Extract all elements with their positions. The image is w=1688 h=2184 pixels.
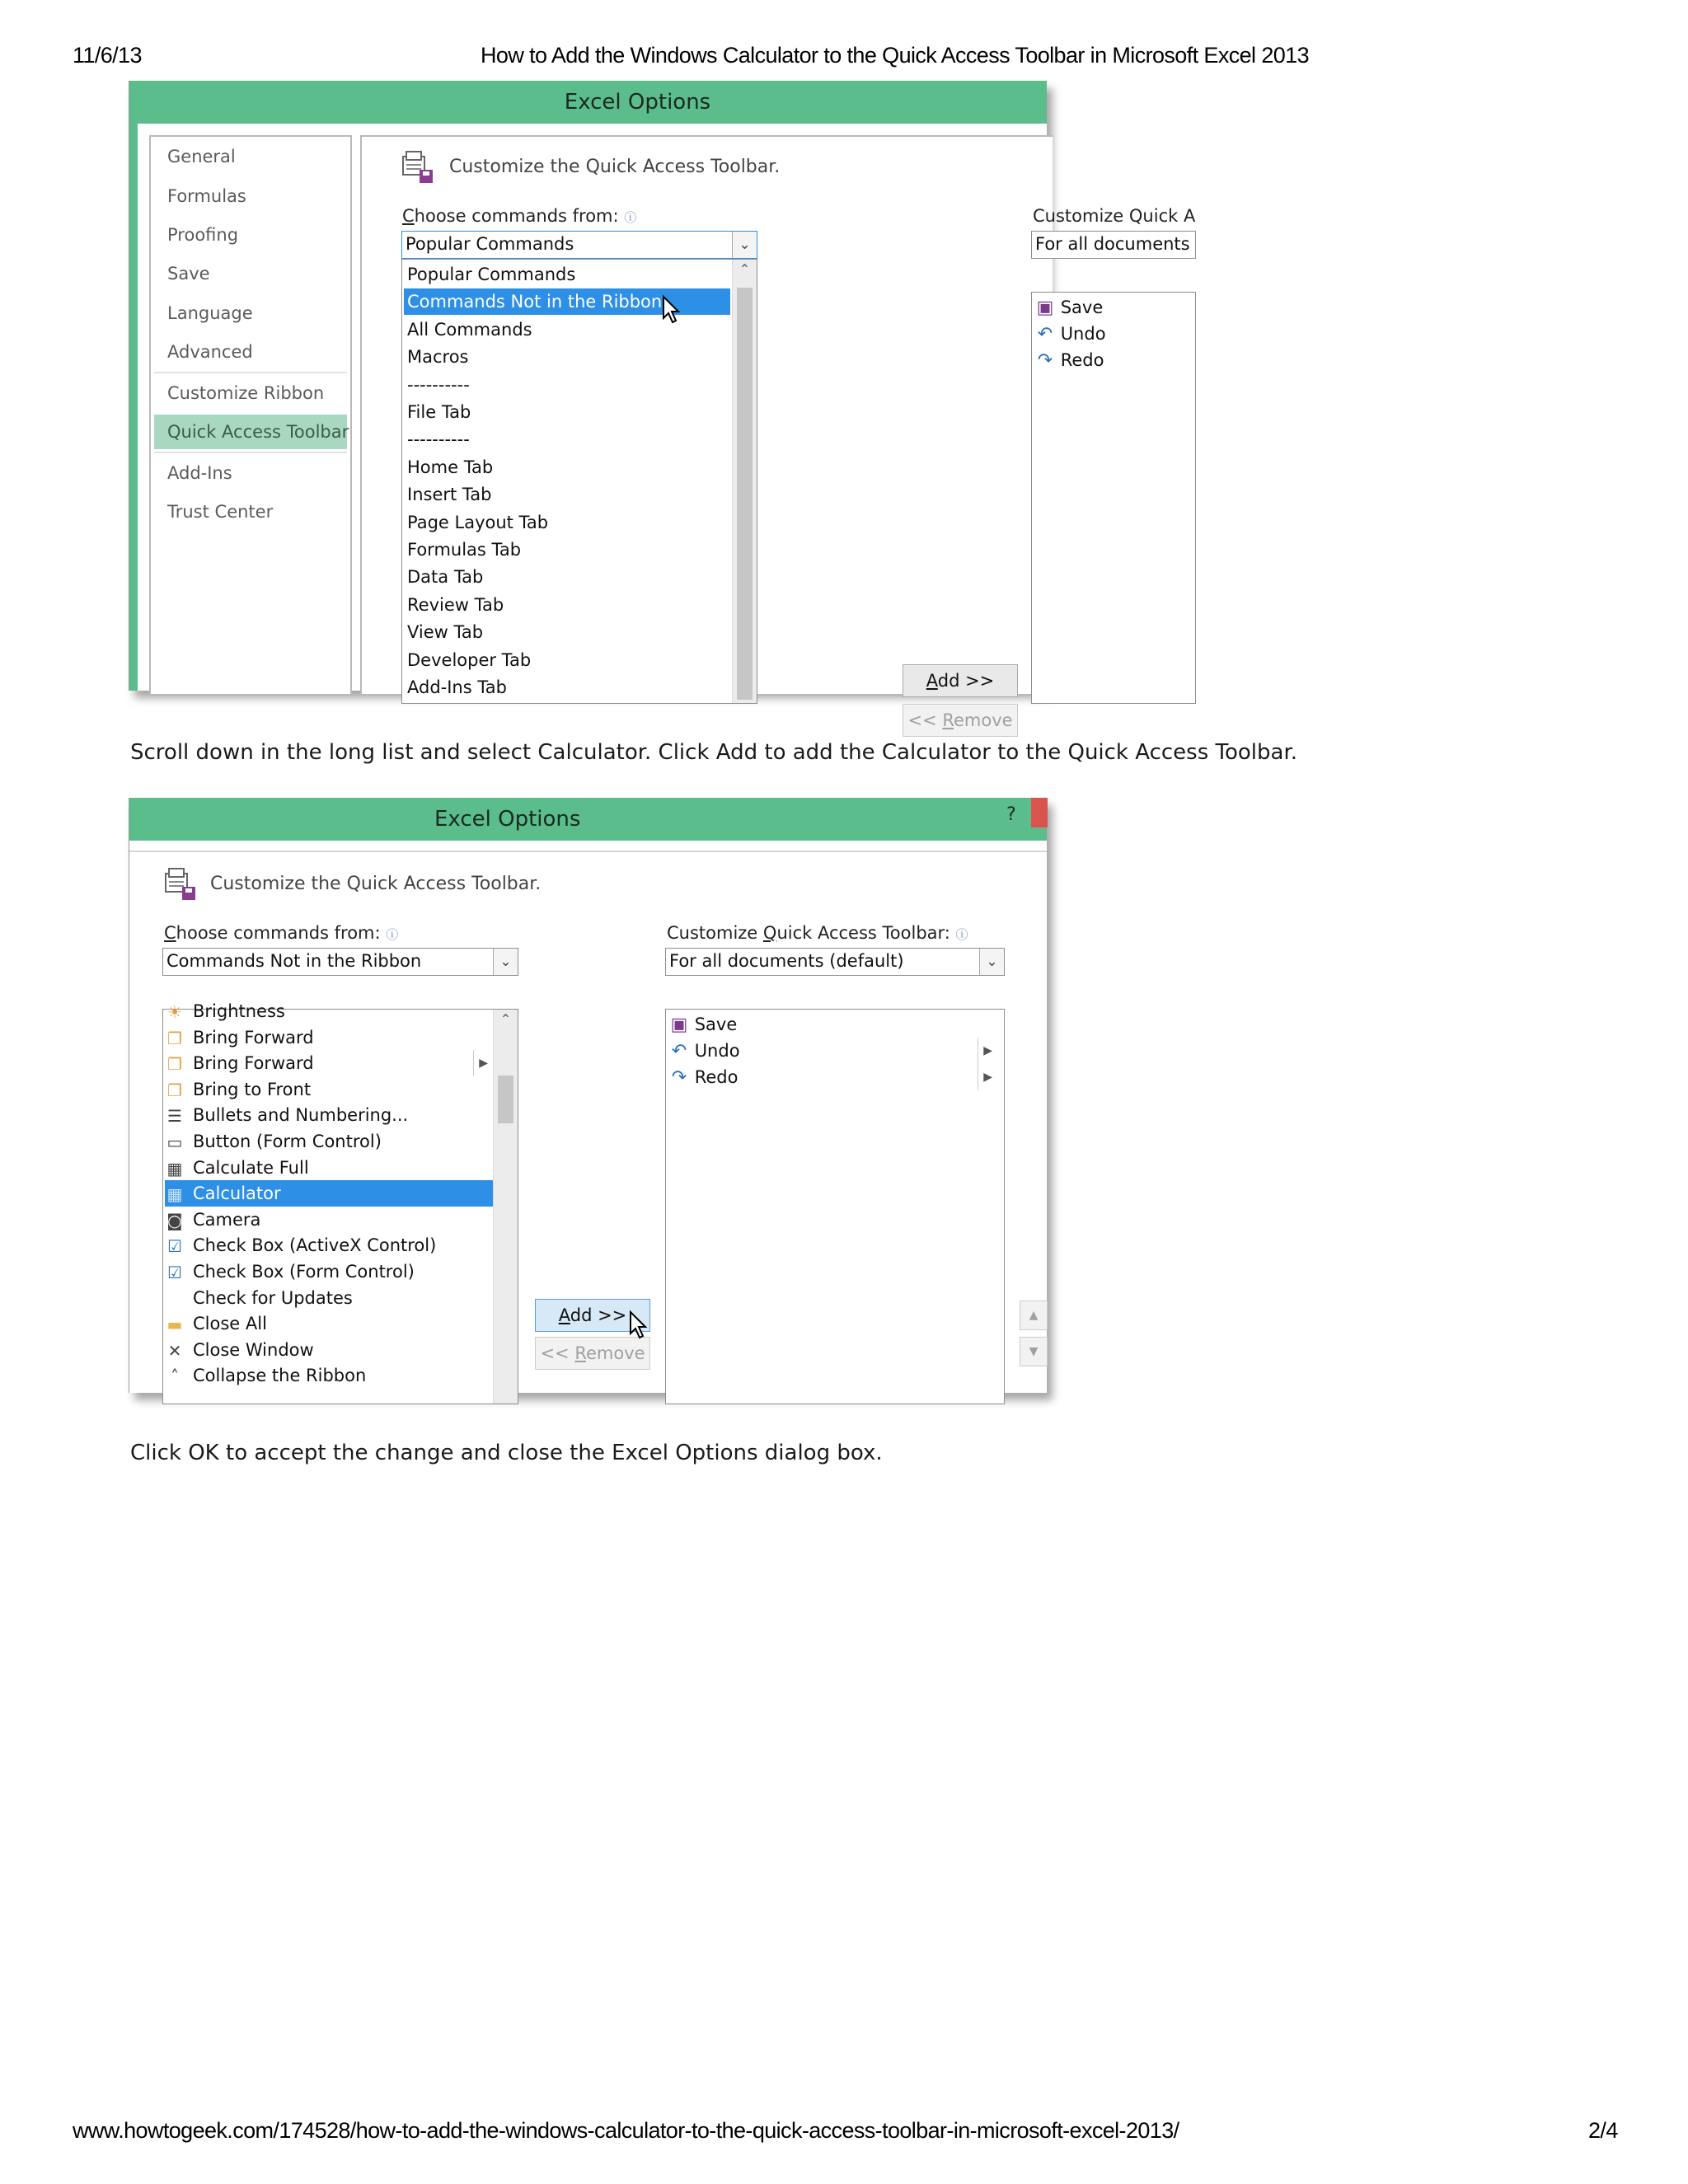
nav-advanced[interactable]: Advanced	[167, 342, 253, 362]
camera-icon: ◙	[166, 1210, 183, 1230]
command-label: Bring Forward	[193, 1027, 314, 1047]
qat-item-save[interactable]: ▣ Save	[670, 1015, 738, 1035]
bring-forward-icon: ❐	[167, 1028, 182, 1048]
dropdown-option[interactable]: Formulas Tab	[407, 540, 522, 560]
choose-commands-select[interactable]: Commands Not in the Ribbon ⌄	[162, 948, 518, 976]
save-icon: ▣	[670, 1015, 688, 1035]
nav-add-ins[interactable]: Add-Ins	[167, 463, 232, 483]
nav-quick-access-toolbar[interactable]: Quick Access Toolbar	[167, 422, 349, 442]
close-icon: ✕	[167, 1340, 182, 1361]
bring-to-front-icon: ❐	[167, 1080, 182, 1100]
commands-scrollbar[interactable]	[493, 1010, 518, 1404]
nav-divider	[154, 372, 347, 373]
blank-icon	[165, 1289, 185, 1309]
command-label: Bring to Front	[193, 1079, 312, 1099]
excel-options-dialog-1	[129, 81, 1196, 730]
dropdown-option[interactable]: Insert Tab	[407, 485, 492, 505]
nav-divider	[154, 452, 347, 453]
chevron-down-icon[interactable]: ⌄	[493, 949, 518, 975]
dropdown-option[interactable]: Macros	[407, 347, 469, 368]
toolbar-items-list[interactable]	[1031, 292, 1196, 704]
bullets-icon: ☰	[167, 1106, 182, 1127]
command-label: Collapse the Ribbon	[193, 1366, 367, 1386]
choose-commands-label: Choose commands from: ⓘ	[402, 206, 637, 226]
qat-item-undo[interactable]: ↶ Undo	[1035, 321, 1106, 347]
excel-options-dialog-2	[129, 798, 1047, 1393]
close-button[interactable]	[1031, 798, 1048, 827]
chevron-up-icon: ˄	[171, 1366, 179, 1387]
nav-customize-ribbon[interactable]: Customize Ribbon	[167, 383, 325, 403]
command-label: Button (Form Control)	[193, 1132, 382, 1151]
undo-icon: ↶	[1037, 324, 1053, 344]
command-label: Close Window	[193, 1339, 314, 1360]
remove-button[interactable]: << Remove	[535, 1337, 650, 1370]
dropdown-option[interactable]: Home Tab	[407, 457, 494, 477]
mouse-cursor-icon	[629, 1310, 649, 1340]
command-label: Brightness	[193, 1001, 285, 1021]
dropdown-option[interactable]: Page Layout Tab	[407, 512, 549, 532]
folder-icon: ▬	[166, 1315, 183, 1335]
green-border	[129, 81, 138, 691]
command-item[interactable]	[165, 1207, 493, 1233]
info-icon: ⓘ	[955, 927, 968, 942]
command-label: Check Box (Form Control)	[193, 1262, 415, 1282]
dropdown-option[interactable]: Developer Tab	[407, 649, 532, 670]
dropdown-option[interactable]: ----------	[407, 374, 470, 395]
command-label: Bullets and Numbering...	[193, 1105, 409, 1126]
calculator-icon: ▦	[166, 1184, 183, 1205]
redo-icon: ↷	[671, 1067, 687, 1088]
nav-formulas[interactable]: Formulas	[167, 186, 246, 206]
qat-item-save[interactable]: ▣ Save	[1036, 298, 1104, 318]
dropdown-scrollbar[interactable]	[732, 260, 757, 703]
qat-icon	[400, 148, 436, 185]
toolbar-items-list[interactable]	[665, 1009, 1005, 1404]
command-item[interactable]	[165, 1024, 493, 1051]
brightness-icon: ☀	[167, 1002, 182, 1022]
help-button[interactable]: ?	[1006, 804, 1016, 825]
command-item[interactable]	[165, 1337, 493, 1363]
chevron-down-icon[interactable]: ⌄	[979, 949, 1004, 975]
instruction-1: Scroll down in the long list and select Calculator. Click Add to add the Calculator to the Quick Access Toolbar.	[130, 740, 1298, 765]
chevron-down-icon[interactable]: ⌄	[732, 232, 757, 258]
nav-proofing[interactable]: Proofing	[167, 225, 239, 245]
command-item[interactable]	[165, 998, 493, 1024]
section-title: Customize the Quick Access Toolbar.	[210, 874, 542, 894]
command-label: Bring Forward	[193, 1053, 314, 1074]
move-down-button[interactable]: ▼	[1020, 1337, 1048, 1366]
add-button[interactable]: Add >>	[903, 664, 1018, 697]
command-item[interactable]	[165, 1050, 493, 1076]
qat-item-redo[interactable]: ↷ Redo ▶	[669, 1064, 996, 1090]
remove-button[interactable]: << Remove	[903, 704, 1018, 737]
dropdown-option[interactable]: View Tab	[407, 622, 484, 643]
add-button[interactable]: Add >>	[535, 1299, 650, 1332]
command-item[interactable]	[165, 1128, 493, 1155]
command-item[interactable]	[165, 1076, 493, 1103]
instruction-2: Click OK to accept the change and close the Excel Options dialog box.	[130, 1441, 883, 1465]
qat-item-redo[interactable]: ↷ Redo	[1035, 347, 1104, 373]
command-item[interactable]	[165, 1102, 493, 1128]
print-url: www.howtogeek.com/174528/how-to-add-the-windows-calculator-to-the-quick-access-toolbar-in-microsoft-excel-2013/	[73, 2118, 1179, 2143]
dropdown-option[interactable]: All Commands	[407, 319, 532, 340]
submenu-arrow-icon[interactable]: ▶	[473, 1050, 488, 1076]
command-item[interactable]	[165, 1310, 493, 1337]
choose-commands-select[interactable]: Popular Commands ⌄	[401, 231, 757, 259]
options-content	[360, 135, 1196, 730]
submenu-arrow-icon[interactable]: ▶	[978, 1038, 992, 1064]
calculate-icon: ▦	[166, 1158, 183, 1179]
command-label: Check for Updates	[193, 1287, 353, 1308]
chevron-up-icon[interactable]: ⌃	[738, 263, 751, 277]
customize-qat-label: Customize Quick A	[1033, 206, 1196, 226]
nav-trust-center[interactable]: Trust Center	[167, 502, 274, 522]
checkbox-icon: ☑	[167, 1236, 182, 1257]
divider	[129, 851, 1047, 852]
save-icon: ▣	[1036, 298, 1054, 318]
command-item[interactable]	[165, 1285, 493, 1311]
print-page-number: 2/4	[1588, 2118, 1618, 2143]
dropdown-option[interactable]: Add-Ins Tab	[407, 677, 507, 697]
dropdown-option[interactable]: Data Tab	[407, 567, 484, 588]
command-label: Calculate Full	[193, 1157, 309, 1178]
scroll-thumb[interactable]	[737, 288, 753, 700]
print-title: How to Add the Windows Calculator to the Quick Access Toolbar in Microsoft Excel 2013	[481, 43, 1310, 68]
chevron-up-icon[interactable]: ⌃	[499, 1013, 512, 1027]
command-item[interactable]	[165, 1258, 493, 1285]
info-icon: ⓘ	[624, 210, 637, 225]
info-icon: ⓘ	[386, 927, 399, 942]
command-label: Camera	[193, 1209, 261, 1230]
customize-qat-select[interactable]: For all documents	[1031, 231, 1196, 259]
command-item[interactable]	[165, 1180, 493, 1207]
command-label: Calculator	[193, 1183, 281, 1204]
command-item[interactable]	[165, 1232, 493, 1258]
nav-language[interactable]: Language	[167, 303, 253, 323]
mouse-cursor-icon	[662, 295, 682, 325]
customize-qat-select[interactable]: For all documents (default) ⌄	[665, 948, 1005, 976]
submenu-arrow-icon[interactable]: ▶	[978, 1064, 992, 1090]
customize-qat-label: Customize Quick Access Toolbar: ⓘ	[667, 923, 968, 943]
scroll-thumb[interactable]	[498, 1076, 513, 1123]
dropdown-option[interactable]: Popular Commands	[407, 265, 576, 284]
print-date: 11/6/13	[73, 43, 142, 68]
dialog-title: Excel Options	[129, 798, 1047, 841]
command-label: Close All	[193, 1314, 267, 1334]
command-item[interactable]	[165, 1155, 493, 1181]
redo-icon: ↷	[1037, 350, 1053, 371]
dropdown-option[interactable]: Commands Not in the Ribbon	[404, 288, 730, 315]
nav-general[interactable]: General	[167, 147, 236, 166]
button-icon: ▭	[166, 1132, 183, 1152]
dropdown-option[interactable]: ----------	[407, 429, 470, 450]
command-item[interactable]	[165, 1362, 493, 1389]
options-nav	[149, 135, 352, 696]
dropdown-option[interactable]: Review Tab	[407, 594, 504, 615]
checkbox-icon: ☑	[167, 1263, 182, 1282]
choose-commands-label: Choose commands from: ⓘ	[164, 923, 399, 943]
move-up-button[interactable]: ▲	[1020, 1301, 1048, 1330]
section-title: Customize the Quick Access Toolbar.	[449, 157, 781, 177]
nav-save[interactable]: Save	[167, 264, 210, 284]
dropdown-option[interactable]: File Tab	[407, 402, 471, 422]
commands-list[interactable]	[162, 1001, 518, 1404]
qat-icon	[162, 865, 199, 902]
dialog-title: Excel Options	[129, 81, 1047, 124]
commands-dropdown-list[interactable]	[401, 259, 757, 704]
undo-icon: ↶	[671, 1041, 687, 1062]
bring-forward-icon: ❐	[167, 1054, 182, 1075]
qat-item-undo[interactable]: ↶ Undo ▶	[669, 1038, 996, 1064]
command-label: Check Box (ActiveX Control)	[193, 1235, 437, 1256]
